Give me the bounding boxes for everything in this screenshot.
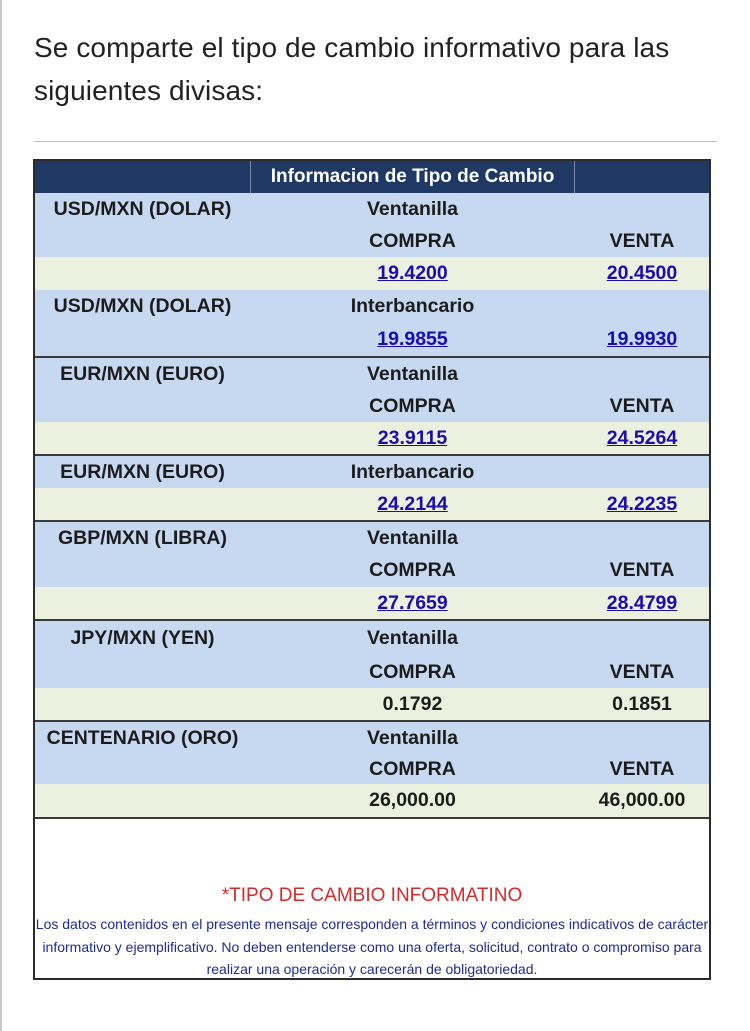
sell-rate: 46,000.00 <box>598 789 686 811</box>
sell-rate-link[interactable]: 19.9930 <box>606 327 678 350</box>
table-row <box>35 290 709 322</box>
disclaimer-section <box>35 817 709 978</box>
market-type: Ventanilla <box>366 197 459 220</box>
currency-pair: GBP/MXN (LIBRA) <box>58 526 227 549</box>
table-row <box>35 688 709 722</box>
sell-rate-link[interactable]: 24.2235 <box>606 492 678 515</box>
buy-rate-link[interactable]: 19.4200 <box>377 262 448 284</box>
table-row <box>35 193 709 225</box>
sell-label: VENTA <box>609 559 675 581</box>
buy-label: COMPRA <box>369 660 456 683</box>
currency-pair: JPY/MXN (YEN) <box>70 627 215 649</box>
currency-pair: USD/MXN (DOLAR) <box>53 294 232 317</box>
table-row <box>35 656 709 688</box>
sell-rate: 0.1851 <box>612 692 672 715</box>
buy-label: COMPRA <box>369 757 456 780</box>
buy-rate-link[interactable]: 19.9855 <box>377 327 448 350</box>
intro-text: Se comparte el tipo de cambio informativo para las siguientes divisas: <box>34 32 670 106</box>
buy-rate: 0.1792 <box>382 692 443 715</box>
table-row <box>35 587 709 621</box>
table-header <box>35 161 709 194</box>
table-row <box>35 358 709 390</box>
buy-rate-link[interactable]: 23.9115 <box>377 426 448 449</box>
table-row <box>35 722 709 754</box>
table-row <box>35 225 709 257</box>
sell-rate-link[interactable]: 24.5264 <box>606 426 678 449</box>
table-row <box>35 522 709 554</box>
table-row <box>35 390 709 422</box>
table-row <box>35 554 709 587</box>
left-border <box>0 0 2 1031</box>
disclaimer-text: Los datos contenidos en el presente mensaje corresponden a términos y condiciones indicativos de carácter informativo y ejemplificativo. No deben entenderse como una oferta, solicitud, contrato o compromiso para realizar una operación y carecerán de obligatoriedad. <box>35 916 709 977</box>
currency-pair: EUR/MXN (EURO) <box>60 460 225 483</box>
divider <box>34 141 717 142</box>
table-title: Informacion de Tipo de Cambio <box>250 161 575 193</box>
exchange-rate-table <box>33 159 711 980</box>
market-type: Ventanilla <box>366 726 459 749</box>
market-type: Ventanilla <box>366 627 459 649</box>
buy-label: COMPRA <box>369 229 456 252</box>
sell-label: VENTA <box>609 757 675 780</box>
currency-pair: USD/MXN (DOLAR) <box>53 197 232 220</box>
sell-rate-link[interactable]: 28.4799 <box>606 591 678 614</box>
sell-label: VENTA <box>609 229 675 252</box>
table-row <box>35 257 709 290</box>
sell-label: VENTA <box>609 394 675 417</box>
disclaimer-title: *TIPO DE CAMBIO INFORMATINO <box>221 885 523 906</box>
sell-label: VENTA <box>609 660 675 683</box>
table-row <box>35 322 709 358</box>
sell-rate-link[interactable]: 20.4500 <box>606 262 678 284</box>
currency-pair: EUR/MXN (EURO) <box>60 362 225 385</box>
market-type: Ventanilla <box>366 526 459 549</box>
buy-rate-link[interactable]: 24.2144 <box>377 492 448 515</box>
market-type: Ventanilla <box>366 362 459 385</box>
table-row <box>35 784 709 817</box>
table-row <box>35 621 709 656</box>
currency-pair: CENTENARIO (ORO) <box>46 726 239 749</box>
buy-label: COMPRA <box>369 559 456 581</box>
table-row <box>35 488 709 522</box>
buy-rate: 26,000.00 <box>369 789 456 811</box>
table-row <box>35 754 709 784</box>
market-type: Interbancario <box>350 294 475 317</box>
market-type: Interbancario <box>350 460 475 483</box>
table-row <box>35 456 709 488</box>
buy-rate-link[interactable]: 27.7659 <box>377 591 448 614</box>
table-row <box>35 422 709 456</box>
buy-label: COMPRA <box>369 394 456 417</box>
